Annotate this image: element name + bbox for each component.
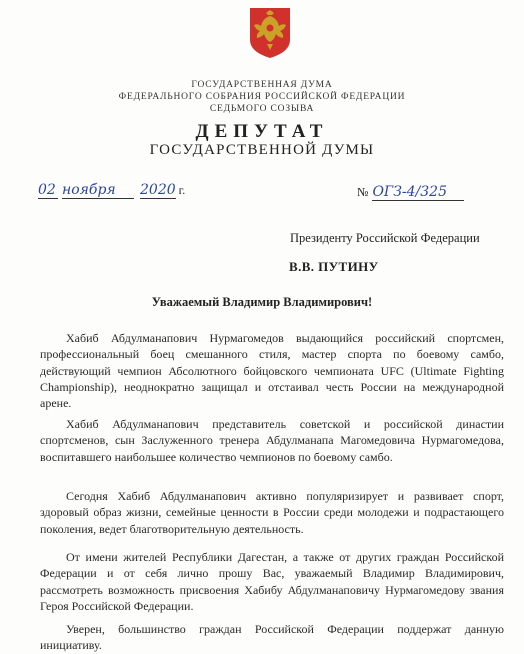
number-value: ОГЗ-4/325 <box>372 184 464 201</box>
letterhead-title: ДЕПУТАТ <box>195 121 329 142</box>
number-prefix: № <box>357 185 369 199</box>
paragraph: Уверен, большинство граждан Российской Федерации поддержат данную инициативу. <box>40 622 504 653</box>
date-suffix: г. <box>178 183 186 197</box>
paragraph: От имени жителей Республики Дагестан, а также от других граждан Российской Федерации и от себя лично прошу Вас, уважаемый Владимир Владимирович, рассмотреть возможность присвоения Хабибу Абдулманаповичу Нурмагомедову звания Героя Российской Федерации. <box>40 550 504 613</box>
org-line-federal-assembly: ФЕДЕРАЛЬНОГО СОБРАНИЯ РОССИЙСКОЙ ФЕДЕРАЦИИ <box>118 92 406 102</box>
date-day: 02 <box>38 182 58 199</box>
addressee-position: Президенту Российской Федерации <box>290 231 480 245</box>
letter-number <box>357 184 464 201</box>
paragraph: Хабиб Абдулманапович Нурмагомедов выдающийся российский спортсмен, профессиональный боец смешанного стиля, мастер спорта по боевому самбо, действующий чемпион Абсолютного бойцовского чемпионата UFC (Ultimate Fighting Championship), неоднократно защищал и отстаивал честь России на международной арене. <box>40 331 504 411</box>
paragraph: Хабиб Абдулманапович представитель советской и российской династии спортсменов, сын Заслуженного тренера Абдулманапа Магомедовича Нурмагомедова, воспитавшего наибольшее количество чемпионов по боевому самбо. <box>40 417 504 464</box>
addressee-name: В.В. ПУТИНУ <box>289 259 379 274</box>
org-line-convocation: СЕДЬМОГО СОЗЫВА <box>209 104 315 114</box>
paragraph: Сегодня Хабиб Абдулманапович активно популяризирует и развивает спорт, здоровый образ жизни, семейные ценности в России среди молодежи и подрастающего поколения, ведет благотворительную деятельность. <box>40 489 504 536</box>
letterhead-subtitle: ГОСУДАРСТВЕННОЙ ДУМЫ <box>149 142 375 158</box>
letter-date <box>38 182 185 199</box>
date-month: ноября <box>62 182 134 199</box>
org-line-duma: ГОСУДАРСТВЕННАЯ ДУМА <box>191 80 333 90</box>
salutation: Уважаемый Владимир Владимирович! <box>151 295 373 309</box>
date-year: 2020 <box>140 182 176 198</box>
russian-coat-of-arms-icon <box>248 6 292 60</box>
